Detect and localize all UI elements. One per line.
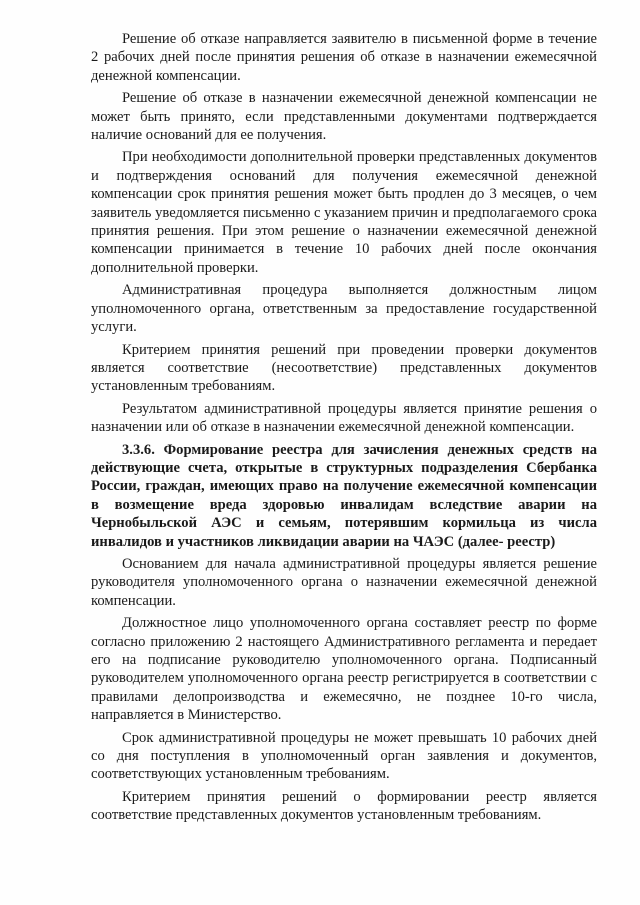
paragraph-registry-compilation: Должностное лицо уполномоченного органа составляет реестр по форме согласно приложению 2 настоящего Административного регламента и передает его на подписание руководителю уполномоченного органа. Подписанный руководителем уполномоченного органа реестр регистрируется в соответствии с правилами делопроизводства и ежемесячно, не позднее 10-го числа, направляется в Министерство.	[91, 615, 597, 724]
document-body	[91, 30, 597, 829]
paragraph-procedure-basis: Основанием для начала административной процедуры является решение руководителя уполномоченного органа о назначении ежемесячной денежной компенсации.	[91, 555, 597, 609]
paragraph-refusal-restriction: Решение об отказе в назначении ежемесячной денежной компенсации не может быть принято, если представленными документами подтверждается наличие оснований для ее получения.	[91, 90, 597, 144]
paragraph-decision-criterion: Критерием принятия решений при проведении проверки документов является соответствие (несоответствие) представленных документов установленным требованиям.	[91, 341, 597, 395]
paragraph-procedure-result: Результатом административной процедуры является принятие решения о назначении или об отказе в назначении ежемесячной денежной компенсации.	[91, 400, 597, 436]
paragraph-refusal-notice: Решение об отказе направляется заявителю в письменной форме в течение 2 рабочих дней после принятия решения об отказе в назначении ежемесячной денежной компенсации.	[91, 31, 597, 84]
paragraph-procedure-term: Срок административной процедуры не может превышать 10 рабочих дней со дня поступления в уполномоченный орган заявления и документов, соответствующих установленным требованиям.	[91, 729, 597, 783]
paragraph-additional-check: При необходимости дополнительной проверки представленных документов и подтверждения оснований для получения ежемесячной денежной компенсации срок принятия решения может быть продлен до 3 месяцев, о чем заявитель уведомляется письменно с указанием причин и предполагаемого срока принятия решения. При этом решение о назначении ежемесячной денежной компенсации принимается в течение 10 рабочих дней после окончания дополнительной проверки.	[91, 149, 597, 276]
paragraph-responsible-official: Административная процедура выполняется должностным лицом уполномоченного органа, ответственным за предоставление государственной услуги.	[91, 282, 597, 336]
section-heading-3-3-6: 3.3.6. Формирование реестра для зачисления денежных средств на действующие счета, открытые в структурных подразделения Сбербанка России, граждан, имеющих право на получение ежемесячной компенсации в возмещение вреда здоровью инвалидам вследствие аварии на Чернобыльской АЭС и семьям, потерявшим кормильца из числа инвалидов и участников ликвидации аварии на ЧАЭС (далее- реестр)	[91, 441, 597, 550]
paragraph-registry-criterion: Критерием принятия решений о формировании реестр является соответствие представленных документов установленным требованиям.	[91, 788, 597, 824]
